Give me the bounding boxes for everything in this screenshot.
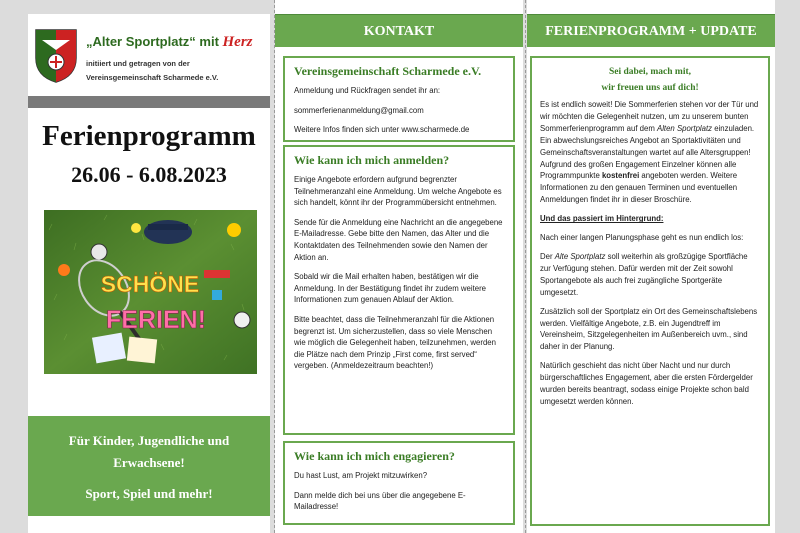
fold-line (525, 0, 526, 533)
contact-title: Vereinsgemeinschaft Scharmede e.V. (294, 64, 482, 78)
photo-text-schone: SCHÖNE (100, 271, 200, 297)
contact-email-link[interactable]: sommerferienanmeldung@gmail.com (294, 105, 424, 115)
logo-herz-word: Herz (222, 34, 253, 50)
summer-photo (44, 210, 257, 374)
contact-website-text: Weitere Infos finden sich unter www.scharmede.de (294, 125, 470, 135)
engagement-title: Wie kann ich mich engagieren? (294, 449, 455, 463)
date-range: 26.06 - 6.08.2023 (71, 162, 227, 187)
registration-paragraph: Bitte beachtet, dass die Teilnehmeranzahl für die Aktionen begrenzt ist. Um sicherzustellen, dass so viele Menschen wie möglich die Gelegenheit haben, teilzunehmen, werden die Plätze nach dem Prinzip „First come, first served“ vergeben. (Anmeldezeitraum beachten!) (294, 314, 496, 371)
registration-title: Wie kann ich mich anmelden? (294, 153, 450, 167)
update-paragraph: Natürlich geschieht das nicht über Nacht und nur durch bürgerschaftliches Engagement, aber die ersten Fördergelder wurden bereits beantragt, sodass einige Projekte schon bald umgesetzt werden können. (540, 361, 753, 406)
registration-paragraph: Einige Angebote erfordern aufgrund begrenzter Teilnehmeranzahl eine Anmeldung. Um welche Angebote es sich handelt, könnt ihr der Programmübersicht entnehmen. (294, 175, 502, 208)
logo-text (86, 34, 270, 85)
engagement-paragraph: Dann melde dich bei uns über die angegebene E-Mailadresse! (294, 490, 466, 512)
registration-box (283, 145, 515, 435)
logo-subtitle: initiiert und getragen von der Vereinsgemeinschaft Scharmede e.V. (86, 59, 219, 82)
page-title: Ferienprogramm (42, 120, 256, 152)
update-column (527, 0, 775, 533)
update-subheading: Und das passiert im Hintergrund: (540, 214, 664, 224)
photo-text-ferien: FERIEN! (106, 306, 206, 334)
registration-paragraph: Sobald wir die Mail erhalten haben, bestätigen wir die Anmeldung. In der Bestätigung findet ihr zudem weitere Informationen zum genauen Ablauf der Aktion. (294, 272, 487, 305)
update-header: FERIENPROGRAMM + UPDATE (527, 14, 775, 47)
kontakt-column (275, 0, 523, 533)
audience-text: Für Kinder, Jugendliche und Erwachsene! (68, 433, 230, 470)
header-divider (28, 96, 270, 108)
cover-column (28, 14, 270, 533)
update-paragraph: Zusätzlich soll der Sportplatz ein Ort des Gemeinschaftslebens werden. Vielfältige Angebote, z.B. ein Jugendtreff im Vereinsheim, Sitzgelegenheiten im Außenbereich uvm., sind daher in der Planung. (540, 306, 758, 352)
tagline: Sport, Spiel und mehr! (85, 486, 213, 501)
kontakt-header: KONTAKT (275, 14, 523, 47)
update-box (530, 56, 770, 526)
audience-box (28, 416, 270, 516)
logo-title: „Alter Sportplatz“ mit Herz (86, 34, 253, 50)
logo-header (28, 14, 270, 96)
update-paragraph: Es ist endlich soweit! Die Sommerferien stehen vor der Tür und wir möchten die Gelegenheit nutzen, um zu unserem bunten Sommerferienprogramm auf dem Alten Sportplatz einzuladen. Ein abwechslungsreiches Angebot an Sportaktivitäten und Gemeinschaftsveranstaltungen wartet auf alle Altersgruppen! Aufgrund des großen Engagement Einzelner können alle Programmpunkte kostenfrei angeboten werden. Weitere Informationen zu den genauen Terminen und eventuellen Anmeldungen findet ihr in dieser Broschüre. (540, 100, 759, 205)
grass-scene-image (44, 210, 257, 374)
contact-text: Anmeldung und Rückfragen sendet ihr an: (294, 86, 441, 95)
update-intro: Sei dabei, mach mit, wir freuen uns auf dich! (601, 67, 699, 93)
engagement-paragraph: Du hast Lust, am Projekt mitzuwirken? (294, 471, 428, 480)
update-paragraph: Nach einer langen Planungsphase geht es nun endlich los: (540, 233, 744, 243)
update-paragraph: Der Alte Sportplatz soll weiterhin als großzügige Sportfläche zur Verfügung stehen. Dafür werden mit der Zeit sowohl Sportangebote als auch frei zugängliche Sportgeräte umgesetzt. (540, 251, 748, 297)
engagement-box (283, 441, 515, 525)
registration-paragraph: Sende für die Anmeldung eine Nachricht an die angegebene E-Mailadresse. Gebe bitte den Namen, das Alter und die Kontaktdaten des Teilnehmenden sowie den Namen der Aktion an. (294, 217, 503, 262)
contact-box (283, 56, 515, 142)
club-shield-icon (34, 28, 78, 84)
